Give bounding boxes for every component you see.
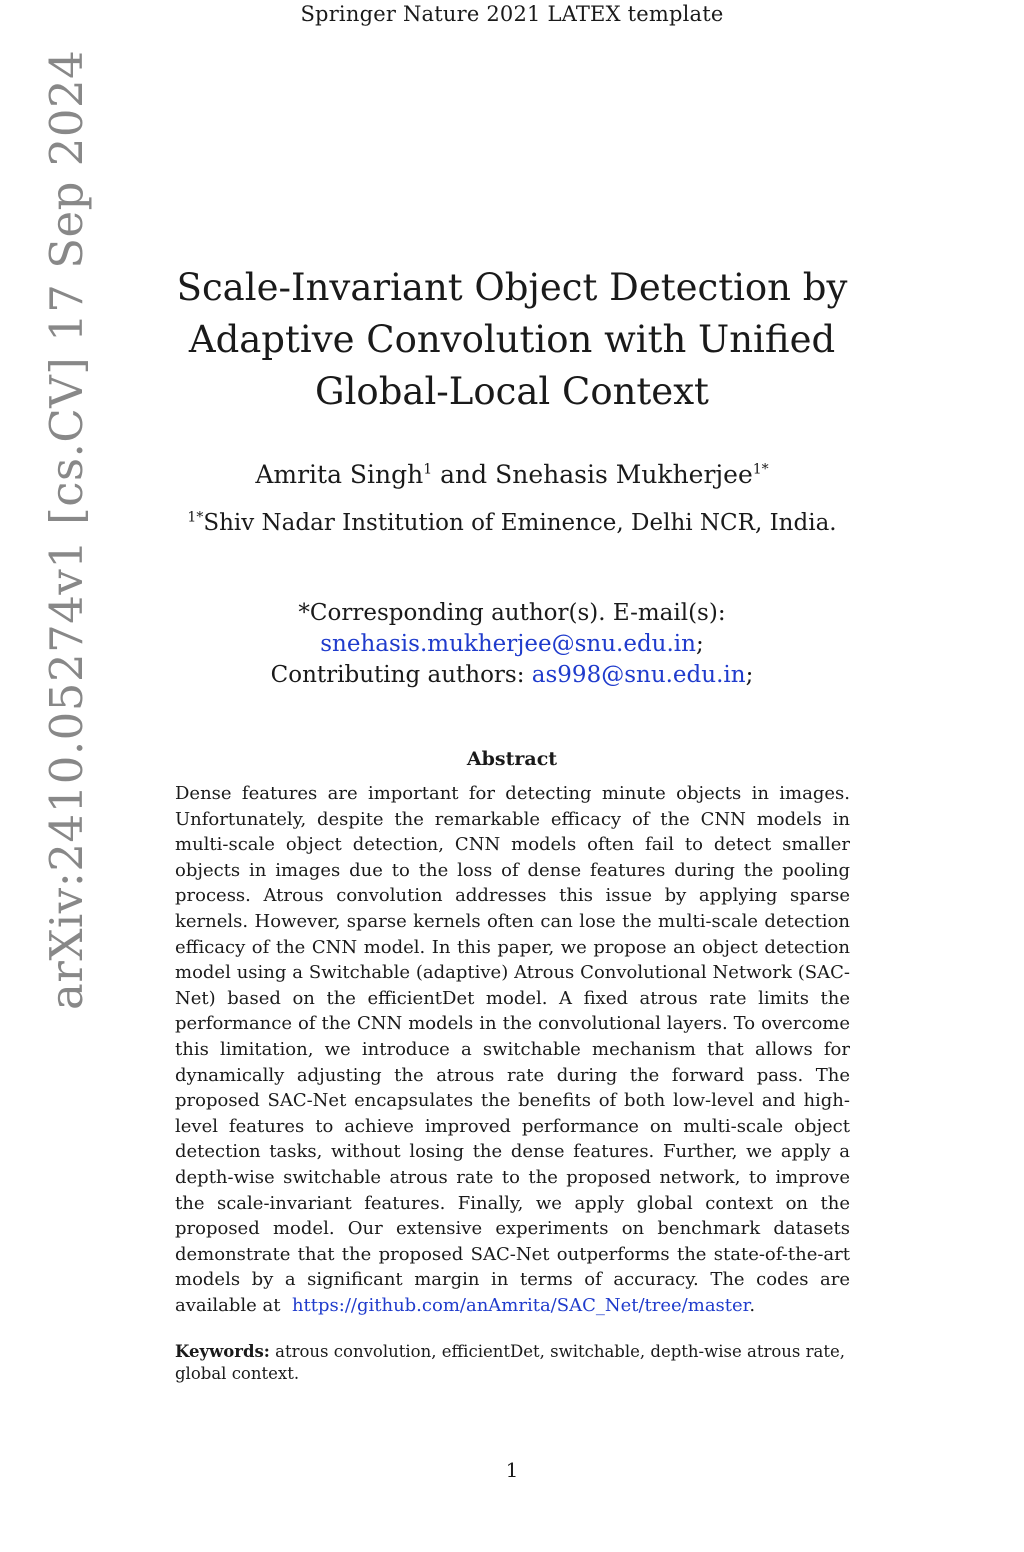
author-name-2: Snehasis Mukherjee <box>495 460 753 489</box>
contributing-email-link[interactable]: as998@snu.edu.in <box>531 662 746 688</box>
affiliation-marker: 1* <box>187 509 204 526</box>
running-head: Springer Nature 2021 LATEX template <box>300 2 724 26</box>
contributing-line <box>0 660 1024 691</box>
title-line-2: Adaptive Convolution with Unified <box>188 318 836 361</box>
abstract-text: Dense features are important for detecting minute objects in images. Unfortunately, despite the remarkable efficacy of the CNN models in multi-scale object detection, CNN models often fail to detect smaller objects in images due to the loss of dense features during the pooling process. Atrous convolution addresses this issue by applying sparse kernels. However, sparse kernels often can lose the multi-scale detection efficacy of the CNN model. In this paper, we propose an object detection model using a Switchable (adaptive) Atrous Convolutional Network (SAC-Net) based on the efficientDet model. A fixed atrous rate limits the performance of the CNN models in the convolutional layers. To overcome this limitation, we introduce a switchable mechanism that allows for dynamically adjusting the atrous rate during the forward pass. The proposed SAC-Net encapsulates the benefits of both low-level and high-level features to achieve improved performance on multi-scale object detection tasks, without losing the dense features. Further, we apply a depth-wise switchable atrous rate to the proposed network, to improve the scale-invariant features. Finally, we apply global context on the proposed model. Our extensive experiments on benchmark datasets demonstrate that the proposed SAC-Net outperforms the state-of-the-art models by a significant margin in terms of accuracy. The codes are available at <box>175 783 850 1316</box>
code-repository-link[interactable]: https://github.com/anAmrita/SAC_Net/tree/master <box>291 1294 750 1316</box>
corresponding-label: *Corresponding author(s). E-mail(s): <box>298 600 726 626</box>
affiliation-text: Shiv Nadar Institution of Eminence, Delhi NCR, India. <box>203 510 837 536</box>
author-conjunction: and <box>440 460 488 489</box>
email-separator: ; <box>695 631 704 657</box>
keywords-text: atrous convolution, efficientDet, switchable, depth-wise atrous rate, global context. <box>175 1342 845 1383</box>
page-number: 1 <box>505 1458 519 1482</box>
author-name-1: Amrita Singh <box>255 460 424 489</box>
abstract-heading: Abstract <box>466 748 558 770</box>
corresponding-email-line <box>0 629 1024 660</box>
contributing-separator: ; <box>745 662 754 688</box>
author-2-affiliation-marker: 1* <box>752 461 769 478</box>
affiliation <box>0 510 1024 536</box>
paper-title <box>150 262 874 418</box>
title-line-1: Scale-Invariant Object Detection by <box>176 266 848 309</box>
arxiv-stamp: arXiv:2410.05274v1 [cs.CV] 17 Sep 2024 <box>40 49 93 1010</box>
keywords-label: Keywords: <box>175 1342 270 1361</box>
abstract-body <box>175 781 850 1318</box>
contributing-label: Contributing authors: <box>270 662 525 688</box>
keywords <box>175 1341 850 1385</box>
corresponding-email-link[interactable]: snehasis.mukherjee@snu.edu.in <box>320 631 696 657</box>
abstract-end: . <box>749 1294 756 1316</box>
title-line-3: Global-Local Context <box>315 370 709 413</box>
author-list <box>0 460 1024 489</box>
author-1-affiliation-marker: 1 <box>423 461 433 478</box>
correspondence-block <box>0 598 1024 691</box>
